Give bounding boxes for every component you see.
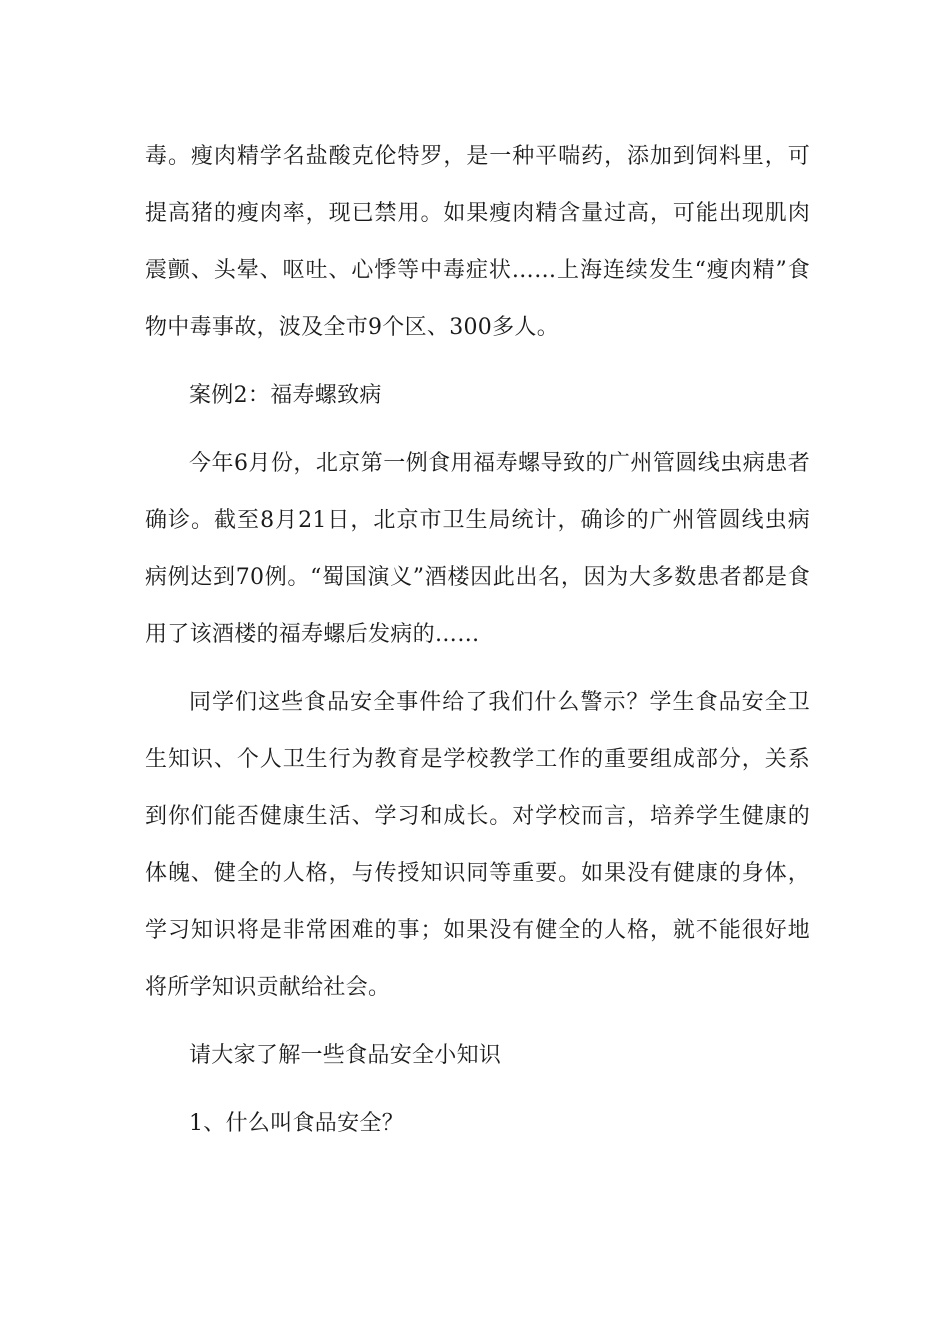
paragraph-warning: 同学们这些食品安全事件给了我们什么警示？学生食品安全卫生知识、个人卫生行为教育是学校教学工作的重要组成部分，关系到你们能否健康生活、学习和成长。对学校而言，培养学生健康的体魄、健全的人格，与传授知识同等重要。如果没有健康的身体，学习知识将是非常困难的事；如果没有健全的人格，就不能很好地将所学知识贡献给社会。	[145, 690, 810, 1000]
document-body	[145, 128, 810, 1163]
paragraph-snail-case: 今年6月份，北京第一例食用福寿螺导致的广州管圆线虫病患者确诊。截至8月21日，北京市卫生局统计，确诊的广州管圆线虫病病例达到70例。“蜀国演义”酒楼因此出名，因为大多数患者都是食用了该酒楼的福寿螺后发病的……	[145, 451, 810, 647]
paragraph-knowledge-intro: 请大家了解一些食品安全小知识	[189, 1043, 502, 1068]
question-1: 1、什么叫食品安全？	[189, 1111, 404, 1136]
heading-case-2: 案例2：福寿螺致病	[189, 383, 382, 408]
paragraph-clenbuterol-case: 毒。瘦肉精学名盐酸克伦特罗，是一种平喘药，添加到饲料里，可提高猪的瘦肉率，现已禁用。如果瘦肉精含量过高，可能出现肌肉震颤、头晕、呕吐、心悸等中毒症状……上海连续发生“瘦肉精”食物中毒事故，波及全市9个区、300多人。	[145, 144, 810, 340]
